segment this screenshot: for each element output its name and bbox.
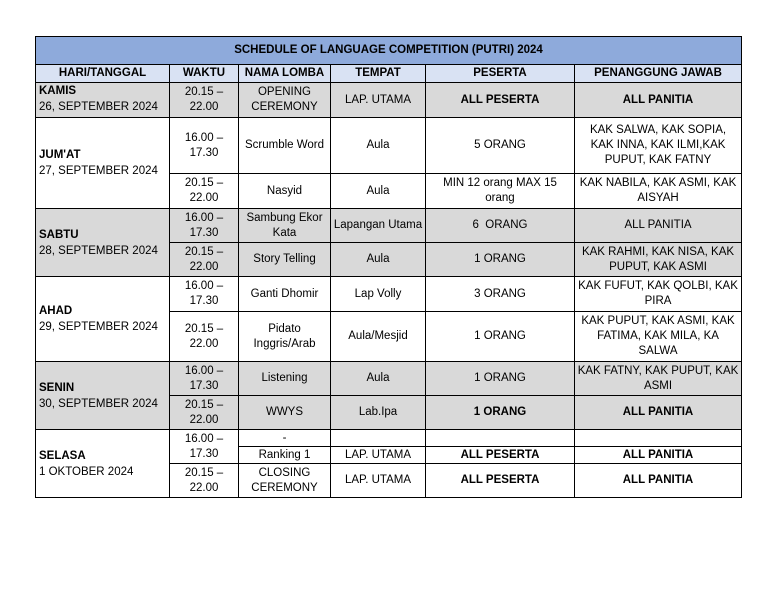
table-row xyxy=(36,118,742,174)
header-hari-tanggal: HARI/TANGGAL xyxy=(36,65,170,83)
header-nama-lomba: NAMA LOMBA xyxy=(239,65,331,83)
place-cell: Aula xyxy=(331,362,426,396)
pic-cell: ALL PANITIA xyxy=(575,464,742,498)
place-cell: LAP. UTAMA xyxy=(331,447,426,464)
day-cell xyxy=(36,83,170,118)
day-date: 1 OKTOBER 2024 xyxy=(39,465,134,478)
place-cell: Lab.Ipa xyxy=(331,396,426,430)
place-cell: Lap Volly xyxy=(331,277,426,312)
participants-cell: ALL PESERTA xyxy=(426,447,575,464)
day-name: SELASA xyxy=(39,449,86,462)
pic-cell: ALL PANITIA xyxy=(575,447,742,464)
day-cell xyxy=(36,209,170,277)
time-cell: 16.00 – 17.30 xyxy=(170,362,239,396)
time-cell: 20.15 – 22.00 xyxy=(170,174,239,209)
event-cell: Ranking 1 xyxy=(239,447,331,464)
place-cell: Aula xyxy=(331,174,426,209)
participants-cell: MIN 12 orang MAX 15 orang xyxy=(426,174,575,209)
day-name: AHAD xyxy=(39,305,73,317)
event-cell: Ganti Dhomir xyxy=(239,277,331,312)
event-cell: Story Telling xyxy=(239,243,331,277)
event-cell: Sambung Ekor Kata xyxy=(239,209,331,243)
event-cell: Scrumble Word xyxy=(239,118,331,174)
time-cell: 20.15 – 22.00 xyxy=(170,464,239,498)
day-cell xyxy=(36,430,170,498)
time-cell: 20.15 – 22.00 xyxy=(170,312,239,362)
time-cell: 16.00 – 17.30 xyxy=(170,118,239,174)
event-cell: Nasyid xyxy=(239,174,331,209)
participants-cell: 1 ORANG xyxy=(426,396,575,430)
pic-cell xyxy=(575,430,742,447)
participants-cell xyxy=(426,430,575,447)
time-cell: 20.15 – 22.00 xyxy=(170,83,239,118)
schedule-table xyxy=(35,36,742,498)
day-date: 30, SEPTEMBER 2024 xyxy=(39,397,158,410)
pic-cell: ALL PANITIA xyxy=(575,396,742,430)
day-date: 29, SEPTEMBER 2024 xyxy=(39,321,158,333)
day-date: 26, SEPTEMBER 2024 xyxy=(39,101,158,113)
pic-cell: KAK RAHMI, KAK NISA, KAK PUPUT, KAK ASMI xyxy=(575,243,742,277)
day-date: 28, SEPTEMBER 2024 xyxy=(39,244,158,257)
participants-cell: 3 ORANG xyxy=(426,277,575,312)
event-cell: Pidato Inggris/Arab xyxy=(239,312,331,362)
day-cell xyxy=(36,362,170,430)
day-name: KAMIS xyxy=(39,85,77,97)
place-cell: LAP. UTAMA xyxy=(331,83,426,118)
event-cell: - xyxy=(239,430,331,447)
participants-cell: 1 ORANG xyxy=(426,243,575,277)
participants-cell: 5 ORANG xyxy=(426,118,575,174)
pic-cell: KAK FATNY, KAK PUPUT, KAK ASMI xyxy=(575,362,742,396)
time-cell: 16.00 – 17.30 xyxy=(170,277,239,312)
day-name: JUM'AT xyxy=(39,149,81,161)
place-cell: Aula xyxy=(331,243,426,277)
header-peserta: PESERTA xyxy=(426,65,575,83)
time-cell: 20.15 – 22.00 xyxy=(170,243,239,277)
pic-cell: KAK SALWA, KAK SOPIA, KAK INNA, KAK ILMI,KAK PUPUT, KAK FATNY xyxy=(575,118,742,174)
table-row xyxy=(36,209,742,243)
header-waktu: WAKTU xyxy=(170,65,239,83)
event-cell: Listening xyxy=(239,362,331,396)
place-cell: LAP. UTAMA xyxy=(331,464,426,498)
day-name: SENIN xyxy=(39,381,75,394)
table-title: SCHEDULE OF LANGUAGE COMPETITION (PUTRI) 2024 xyxy=(36,37,742,65)
time-cell xyxy=(170,430,239,464)
day-cell xyxy=(36,277,170,362)
participants-cell: 1 ORANG xyxy=(426,362,575,396)
table-row xyxy=(36,277,742,312)
place-cell: Lapangan Utama xyxy=(331,209,426,243)
participants-cell: ALL PESERTA xyxy=(426,464,575,498)
day-name: SABTU xyxy=(39,228,79,241)
header-tempat: TEMPAT xyxy=(331,65,426,83)
participants-cell: ALL PESERTA xyxy=(426,83,575,118)
header-penanggung-jawab: PENANGGUNG JAWAB xyxy=(575,65,742,83)
pic-cell: KAK NABILA, KAK ASMI, KAK AISYAH xyxy=(575,174,742,209)
time-cell: 20.15 – 22.00 xyxy=(170,396,239,430)
table-row xyxy=(36,362,742,396)
participants-cell: 6 ORANG xyxy=(426,209,575,243)
place-cell xyxy=(331,430,426,447)
time-end: 17.30 xyxy=(189,447,219,460)
pic-cell: KAK FUFUT, KAK QOLBI, KAK PIRA xyxy=(575,277,742,312)
pic-cell: ALL PANITIA xyxy=(575,83,742,118)
event-cell: OPENING CEREMONY xyxy=(239,83,331,118)
day-date: 27, SEPTEMBER 2024 xyxy=(39,165,158,177)
table-row xyxy=(36,430,742,447)
table-row xyxy=(36,83,742,118)
event-cell: WWYS xyxy=(239,396,331,430)
pic-cell: KAK PUPUT, KAK ASMI, KAK FATIMA, KAK MILA, KA SALWA xyxy=(575,312,742,362)
event-cell: CLOSING CEREMONY xyxy=(239,464,331,498)
place-cell: Aula/Mesjid xyxy=(331,312,426,362)
time-start: 16.00 – xyxy=(184,432,224,445)
pic-cell: ALL PANITIA xyxy=(575,209,742,243)
place-cell: Aula xyxy=(331,118,426,174)
participants-cell: 1 ORANG xyxy=(426,312,575,362)
time-cell: 16.00 – 17.30 xyxy=(170,209,239,243)
day-cell xyxy=(36,118,170,209)
